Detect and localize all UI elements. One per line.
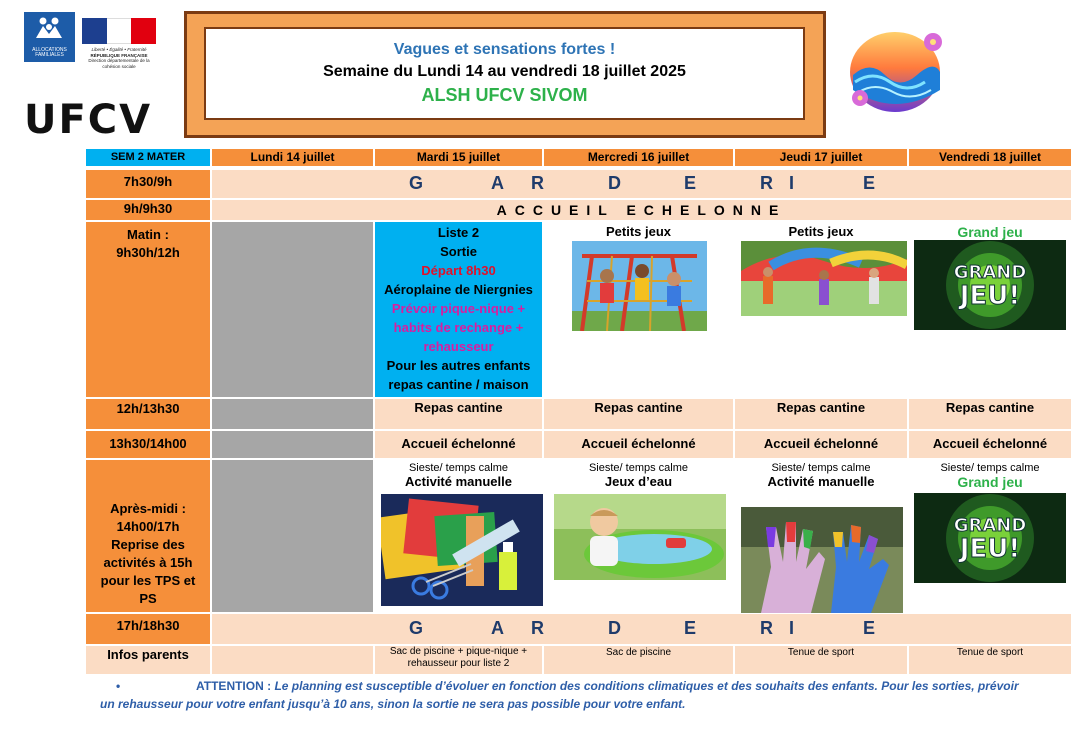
outdoor-games-photo [741, 241, 907, 316]
jeudi-parent-info: Tenue de sport [735, 646, 907, 674]
header-day-vendredi: Vendredi 18 juillet [909, 149, 1071, 166]
republique-francaise-logo [80, 18, 158, 86]
vendredi-afternoon-activity: Grand jeu [957, 474, 1023, 490]
mercredi-nap: Sieste/ temps calme [588, 462, 689, 474]
ufcv-logo: UFCV [24, 97, 153, 143]
jeudi-afternoon-arrival: Accueil échelonné [735, 431, 907, 458]
mardi-list: Liste 2 [437, 225, 480, 240]
accueil-echelonne-banner: ACCUEIL ECHELONNE [212, 200, 1071, 220]
grand-jeu-text-line2: JEU! [959, 281, 1021, 311]
note-text: Le planning est susceptible d’évoluer en fonction des conditions climatiques et des souhaits des enfants. Pour les sorties, prévoir un rehausseur pour votre enfant jusqu’à 10 ans, sinon la sortie ne sera pas possible pour votre enfant. [100, 679, 1019, 711]
vendredi-nap: Sieste/ temps calme [940, 462, 1040, 474]
title-box [204, 27, 805, 120]
garderie-letter: E [863, 618, 876, 638]
garderie-letter: R [531, 173, 544, 193]
time-label-morning-care: 7h30/9h [86, 170, 210, 198]
mardi-lunch: Repas cantine [375, 399, 542, 429]
time-label-afternoon-arrival: 13h30/14h00 [86, 431, 210, 458]
time-label-morning [86, 222, 210, 397]
grand-jeu-text-line1: GRAND [953, 262, 1027, 283]
mardi-outing: Sortie [440, 244, 477, 259]
time-label-arrival: 9h/9h30 [86, 200, 210, 220]
mardi-parent-info: Sac de piscine + pique-nique + rehausseur pour liste 2 [375, 646, 542, 674]
note-label: ATTENTION : [196, 679, 272, 693]
playground-kids-photo [572, 241, 707, 331]
french-flag-icon [82, 18, 156, 44]
garderie-letter: D [608, 618, 621, 638]
time-label-afternoon: Après-midi : 14h00/17h Reprise des activités à 15h pour les TPS et PS [86, 460, 210, 612]
grand-jeu-image-morning [914, 240, 1066, 330]
time-label-lunch: 12h/13h30 [86, 399, 210, 429]
caf-logo [24, 12, 75, 62]
painted-hands-photo [741, 507, 903, 613]
garderie-letter: A [491, 173, 504, 193]
header-day-mercredi: Mercredi 16 juillet [544, 149, 733, 166]
mercredi-lunch: Repas cantine [544, 399, 733, 429]
mardi-others: Pour les autres enfants repas cantine / maison [386, 358, 531, 392]
vendredi-lunch: Repas cantine [909, 399, 1071, 429]
grand-jeu-image-afternoon [914, 493, 1066, 583]
mardi-nap: Sieste/ temps calme [408, 462, 509, 474]
mercredi-morning-activity: Petits jeux [605, 224, 672, 239]
mardi-afternoon-activity: Activité manuelle [405, 474, 512, 489]
mercredi-parent-info: Sac de piscine [544, 646, 733, 674]
vendredi-morning-activity: Grand jeu [957, 224, 1023, 240]
jeudi-nap: Sieste/ temps calme [771, 462, 871, 474]
garderie-letter: A [491, 618, 504, 638]
lundi-closed-morning [212, 222, 373, 397]
jeudi-morning-activity: Petits jeux [788, 224, 854, 239]
vendredi-parent-info: Tenue de sport [909, 646, 1071, 674]
lundi-parent-info [212, 646, 373, 674]
garderie-letter: E [684, 618, 697, 638]
garderie-evening [212, 614, 1071, 644]
time-label-evening-care: 17h/18h30 [86, 614, 210, 644]
caf-text: ALLOCATIONS FAMILIALES [32, 47, 67, 58]
crafts-supplies-photo [381, 494, 543, 606]
mercredi-afternoon-arrival: Accueil échelonné [544, 431, 733, 458]
rf-name: RÉPUBLIQUE FRANÇAISE [90, 52, 148, 58]
header-day-mardi: Mardi 15 juillet [375, 149, 542, 166]
grand-jeu-text-line2: JEU! [959, 534, 1021, 564]
morning-label-title: Matin : [127, 227, 169, 242]
note-bullet: • [116, 679, 121, 693]
water-play-photo [554, 494, 726, 580]
garderie-letter: E [863, 173, 876, 193]
garderie-letter: G [409, 173, 424, 193]
garderie-letter: R [531, 618, 544, 638]
header-day-lundi: Lundi 14 juillet [212, 149, 373, 166]
mardi-destination: Aéroplaine de Niergnies [384, 282, 533, 297]
mardi-departure: Départ 8h30 [421, 263, 496, 278]
garderie-letter: E [684, 173, 697, 193]
garderie-morning [212, 170, 1071, 198]
lundi-closed-lunch [212, 399, 373, 429]
theme-title: Vagues et sensations fortes ! [393, 41, 616, 58]
morning-label-hours: 9h30h/12h [116, 245, 180, 260]
garderie-letter: R [760, 618, 773, 638]
lundi-closed-arrival [212, 431, 373, 458]
rf-dept: Direction départementale de la cohésion sociale [88, 58, 150, 69]
lundi-closed-afternoon [212, 460, 373, 612]
attention-note [100, 677, 1020, 713]
garderie-letter: I [789, 618, 795, 638]
center-title: ALSH UFCV SIVOM [421, 85, 588, 105]
vendredi-afternoon-arrival: Accueil échelonné [909, 431, 1071, 458]
header-week: SEM 2 MATER [86, 149, 210, 166]
jeudi-afternoon-activity: Activité manuelle [767, 474, 875, 489]
grand-jeu-text-line1: GRAND [953, 515, 1027, 536]
mardi-outing-cell [375, 222, 542, 397]
mercredi-afternoon-activity: Jeux d’eau [604, 474, 673, 489]
time-label-parent-info: Infos parents [86, 646, 210, 674]
garderie-letter: R [760, 173, 773, 193]
caf-family-icon [34, 16, 64, 40]
garderie-letter: D [608, 173, 621, 193]
rf-motto: Liberté • Égalité • Fraternité [91, 47, 147, 52]
jeudi-lunch: Repas cantine [735, 399, 907, 429]
mardi-afternoon-arrival: Accueil échelonné [375, 431, 542, 458]
week-title: Semaine du Lundi 14 au vendredi 18 juillet 2025 [323, 63, 686, 80]
wave-illustration [845, 20, 945, 120]
header-day-jeudi: Jeudi 17 juillet [735, 149, 907, 166]
garderie-letter: G [409, 618, 424, 638]
mardi-bring: Prévoir pique-nique + habits de rechange + rehausseur [391, 301, 526, 354]
garderie-letter: I [789, 173, 795, 193]
